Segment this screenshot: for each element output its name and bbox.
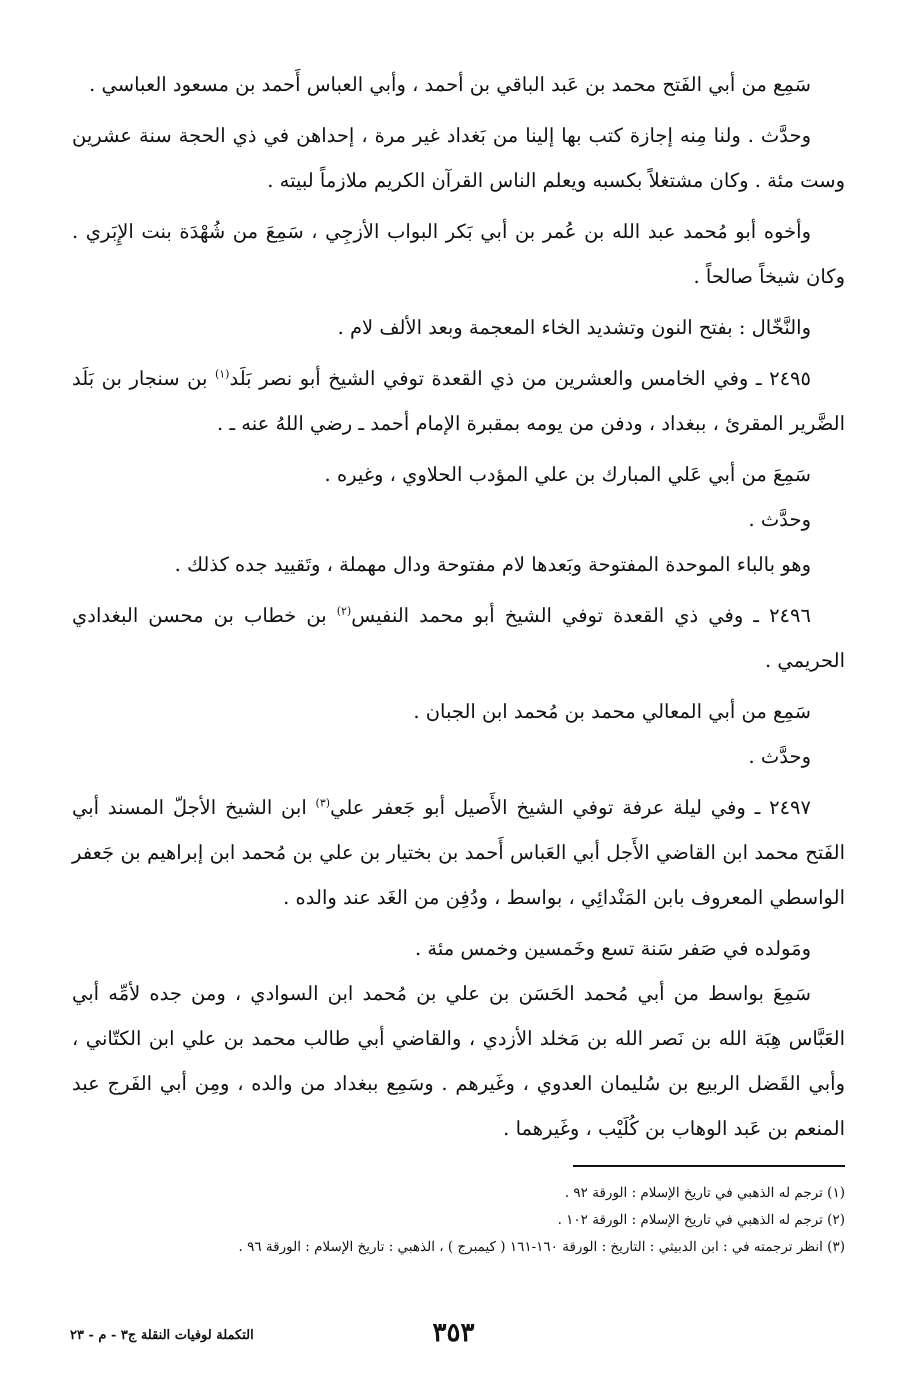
paragraph xyxy=(72,356,845,446)
running-footer-title: التكملة لوفيات النقلة ج٣ - م - ٢٣ xyxy=(70,1328,254,1343)
paragraph: وحدَّث . xyxy=(748,508,811,531)
text-run: بن خطاب بن محسن البغدادي الحريمي . xyxy=(72,604,845,672)
footnote-ref: (٢) xyxy=(336,604,352,618)
footnotes xyxy=(70,1180,845,1261)
paragraph: سَمِعَ بواسط من أبي مُحمد الحَسَن بن علي بن مُحمد ابن السوادي ، ومن جده لأمِّه أبي العَبَّاس هِبَة الله بن نَصر الله بن مَخلد الأزدي ، والقاضي أبي طالب محمد بن علي ابن الكتّاني ، وأبي القَضل الربيع بن سُليمان العدوي ، وغَيرهم . وسَمِع ببغداد من والده ، ومِن أبي الفَرج عبد المنعم بن عَبد الوهاب بن كُلَيْب ، وغَيرهما . xyxy=(72,982,845,1140)
paragraph: ومَولده في صَفر سَنة تسع وخَمسين وخمس مئة . xyxy=(414,937,811,960)
text-run: ٢٤٩٧ ـ وفي ليلة عرفة توفي الشيخ الأَصيل أبو جَعفر علي xyxy=(330,796,812,819)
footnote-divider xyxy=(573,1165,845,1167)
paragraph xyxy=(72,785,845,920)
footnote-ref: (١) xyxy=(214,367,230,381)
footnote-3: (٣) انظر ترجمته في : ابن الدبيثي : التاريخ : الورقة ١٦٠-١٦١ ( كيمبرج ) ، الذهبي : تاريخ الإسلام : الورقة ٩٦ . xyxy=(238,1239,845,1255)
paragraph: وهو بالباء الموحدة المفتوحة وبَعدها لام مفتوحة ودال مهملة ، وتَقييد جده كذلك . xyxy=(174,553,811,576)
footnote-1: (١) ترجم له الذهبي في تاريخ الإسلام : الورقة ٩٢ . xyxy=(564,1185,845,1201)
text-run: بن سنجار بن بَلَد الضَّرير المقرئ ، ببغداد ، ودفن من يومه بمقبرة الإمام أحمد ـ رضي اللهُ عنه ـ . xyxy=(72,367,845,435)
paragraph: سَمِعَ من أبي عَلي المبارك بن علي المؤدب الحلاوي ، وغيره . xyxy=(324,463,811,486)
paragraph: سَمِع من أبي المعالي محمد بن مُحمد ابن الجبان . xyxy=(413,700,811,723)
paragraph: وأخوه أبو مُحمد عبد الله بن عُمر بن أبي بَكر البواب الأزجِي ، سَمِعَ من شُهْدَة بنت الإِبَري . وكان شيخاً صالحاً . xyxy=(72,220,845,288)
page-footer xyxy=(70,1318,837,1358)
main-text xyxy=(72,62,845,1151)
text-run: ٢٤٩٦ ـ وفي ذي القعدة توفي الشيخ أبو محمد النفيس xyxy=(351,604,811,627)
paragraph: وحدَّث . xyxy=(748,745,811,768)
text-run: ابن الشيخ الأجلّ المسند أبي الفَتح محمد ابن القاضي الأَجل أبي العَباس أَحمد بن بختيار بن علي بن مُحمد ابن إبراهيم بن جَعفر الواسطي المعروف بابن المَنْدائِي ، بواسط ، ودُفِن من الغَد عند والده . xyxy=(72,796,845,909)
paragraph: والنَّخّال : بفتح النون وتشديد الخاء المعجمة وبعد الألف لام . xyxy=(337,316,811,339)
paragraph xyxy=(72,593,845,683)
footnote-ref: (٣) xyxy=(315,796,331,810)
page-number: ٣٥٣ xyxy=(432,1318,475,1348)
text-run: ٢٤٩٥ ـ وفي الخامس والعشرين من ذي القعدة توفي الشيخ أبو نصر بَلَد xyxy=(229,367,811,390)
paragraph: وحدَّث . ولنا مِنه إجازة كتب بها إلينا من بَغداد غير مرة ، إحداهن في ذي الحجة سنة عشرين وست مئة . وكان مشتغلاً بكسبه ويعلم الناس القرآن الكريم ملازماً لبيته . xyxy=(72,124,845,192)
footnote-2: (٢) ترجم له الذهبي في تاريخ الإسلام : الورقة ١٠٢ . xyxy=(557,1212,845,1228)
paragraph: سَمِع من أبي الفَتح محمد بن عَبد الباقي بن أحمد ، وأبي العباس أَحمد بن مسعود العباسي . xyxy=(89,73,811,96)
